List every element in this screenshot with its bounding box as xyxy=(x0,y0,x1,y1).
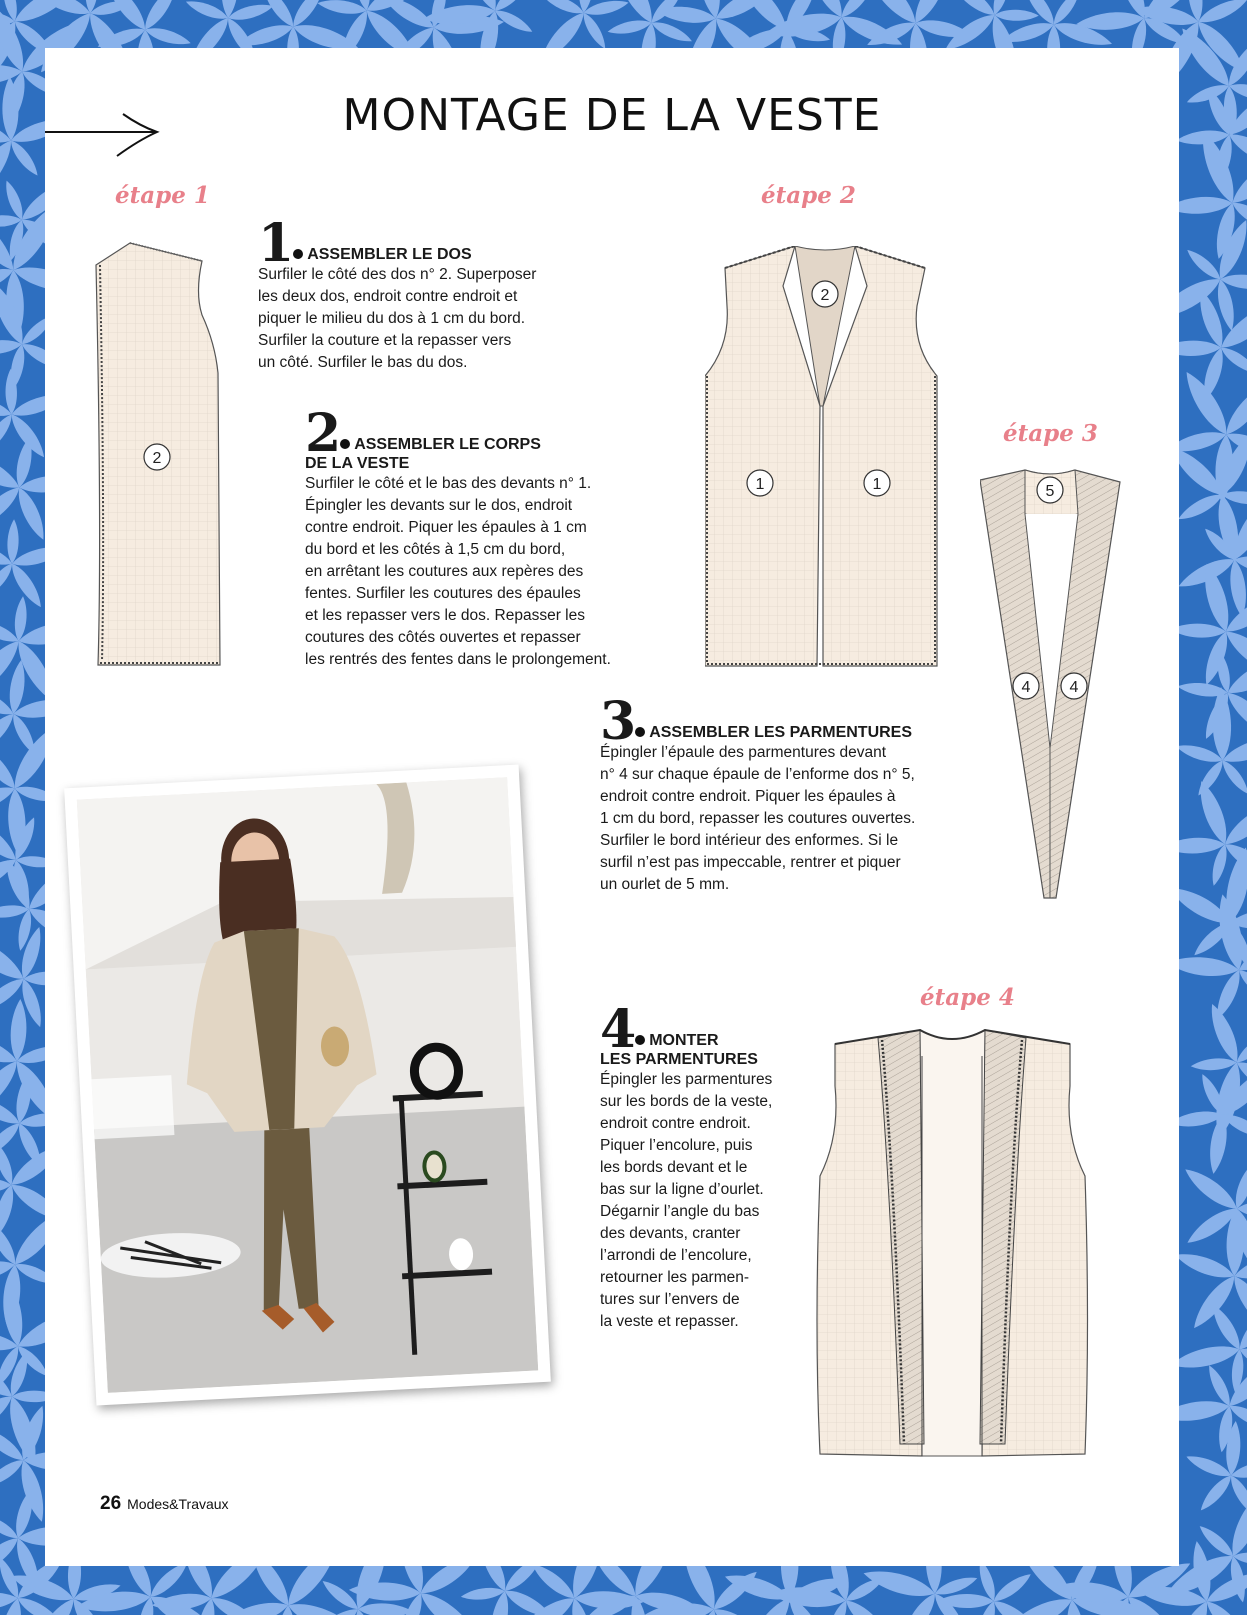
magazine-name: Modes&Travaux xyxy=(127,1496,229,1512)
etape-3-label: étape 3 xyxy=(1003,420,1098,447)
etape-4-label: étape 4 xyxy=(920,984,1015,1011)
piece-number-2: 2 xyxy=(152,450,162,467)
step-3-number: 3 xyxy=(600,691,635,752)
etape-1-label: étape 1 xyxy=(115,182,210,209)
step-1-body: Surfiler le côté des dos n° 2. Superposer les deux dos, endroit contre endroit et piquer le milieu du dos à 1 cm du bord. Surfiler la couture et la repasser vers un côté. Surfiler le bas du dos. xyxy=(258,266,537,371)
etape-1-back-piece-diagram xyxy=(90,233,230,673)
page-footer xyxy=(100,1493,229,1515)
step-4 xyxy=(600,999,805,1333)
step-3-heading: ASSEMBLER LES PARMENTURES xyxy=(649,724,913,741)
etape-2-label: étape 2 xyxy=(761,182,856,209)
photo-woman-in-linen-jacket xyxy=(77,777,538,1393)
page-title: MONTAGE DE LA VESTE xyxy=(342,90,882,141)
piece-number-4-left: 4 xyxy=(1021,679,1031,696)
step-4-number: 4 xyxy=(600,999,635,1060)
piece-number-1-left: 1 xyxy=(755,476,765,493)
page xyxy=(45,48,1179,1566)
piece-number-5: 5 xyxy=(1045,483,1055,500)
step-1 xyxy=(258,213,608,374)
arrow-icon xyxy=(45,108,165,158)
etape-4-assembled-jacket-diagram xyxy=(800,1026,1105,1466)
step-1-number: 1 xyxy=(258,213,293,274)
model-photo xyxy=(64,765,551,1406)
etape-2-jacket-body-diagram xyxy=(705,246,945,671)
step-3-body: Épingler l’épaule des parmentures devant n° 4 sur chaque épaule de l’enforme dos n° 5, endroit contre endroit. Piquer les épaules à 1 cm du bord, repasser les coutures ouvertes. Surfiler le bord intérieur des enformes. Si le surfil n’est pas impeccable, rentrer et piquer un ourlet de 5 mm. xyxy=(600,744,916,893)
step-4-heading-line2: LES PARMENTURES xyxy=(600,1051,758,1068)
step-2-heading: ASSEMBLER LE CORPS xyxy=(354,436,541,453)
step-2-number: 2 xyxy=(305,403,340,464)
piece-number-2: 2 xyxy=(820,287,830,304)
page-number: 26 xyxy=(100,1493,122,1514)
step-4-body: Épingler les parmentures sur les bords de la veste, endroit contre endroit. Piquer l’encolure, puis les bords devant et le bas sur la ligne d’ourlet. Dégarnir l’angle du bas des devants, cranter l’arrondi de l’encolure, retourner les parmen- tures sur l’envers de la veste et repasser. xyxy=(600,1071,773,1330)
step-2-heading-line2: DE LA VESTE xyxy=(305,455,410,472)
step-2 xyxy=(305,403,675,671)
piece-number-4-right: 4 xyxy=(1069,679,1079,696)
step-2-body: Surfiler le côté et le bas des devants n° 1. Épingler les devants sur le dos, endroit contre endroit. Piquer les épaules à 1 cm du bord et les côtés à 1,5 cm du bord, en arrêtant les coutures aux repères des fentes. Surfiler les coutures des épaules et les repasser vers le dos. Repasser les coutures des côtés ouvertes et repasser les rentrés des fentes dans le prolongement. xyxy=(305,475,611,668)
step-1-heading: ASSEMBLER LE DOS xyxy=(307,246,472,263)
piece-number-1-right: 1 xyxy=(872,476,882,493)
etape-3-facings-diagram xyxy=(980,468,1125,913)
step-3 xyxy=(600,691,980,896)
step-4-heading: MONTER xyxy=(649,1032,719,1049)
